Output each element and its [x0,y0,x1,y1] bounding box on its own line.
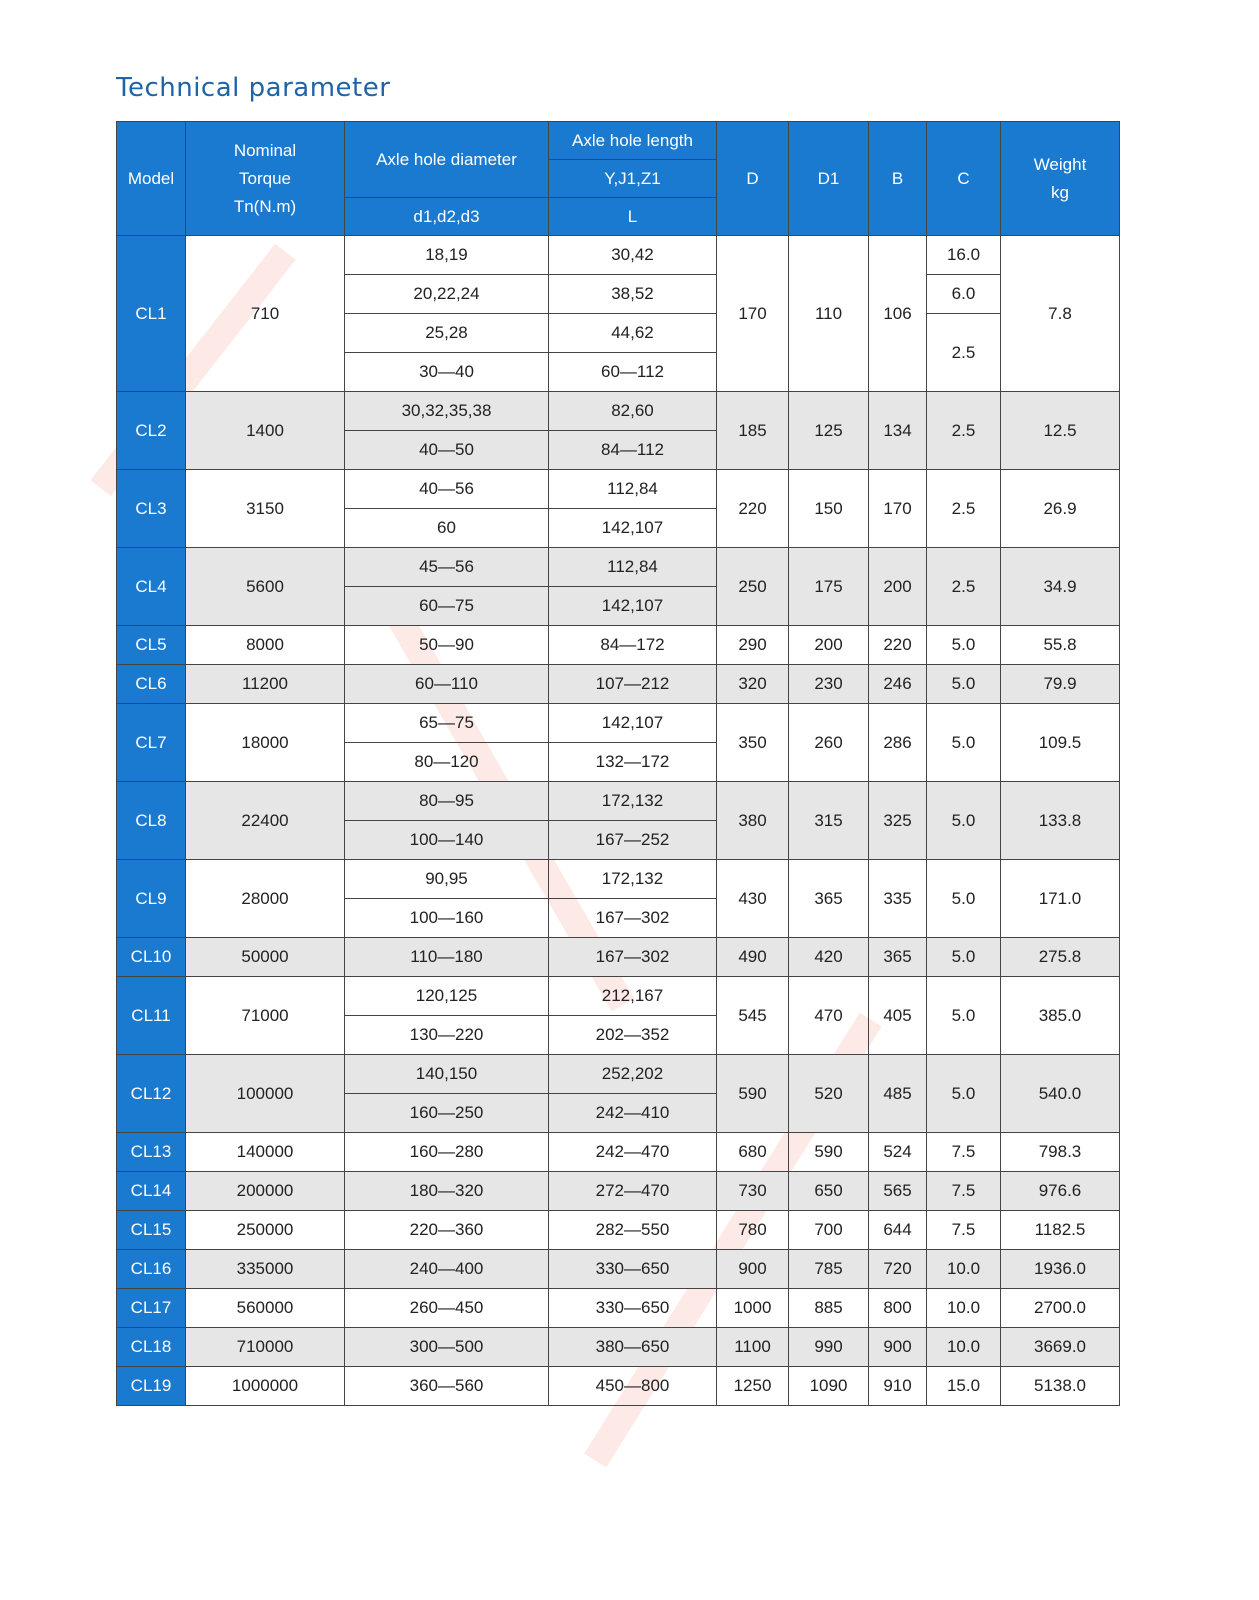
torque-cell: 710000 [186,1328,345,1367]
torque-cell: 250000 [186,1211,345,1250]
b-cell: 170 [869,470,927,548]
weight-cell: 171.0 [1001,860,1120,938]
weight-cell: 5138.0 [1001,1367,1120,1406]
torque-cell: 1000000 [186,1367,345,1406]
d-cell: 490 [717,938,789,977]
d1-cell: 150 [789,470,869,548]
model-cell: CL18 [117,1328,186,1367]
c-cell: 5.0 [927,704,1001,782]
model-group [117,626,1120,665]
d-cell: 590 [717,1055,789,1133]
d1-cell: 785 [789,1250,869,1289]
b-cell: 910 [869,1367,927,1406]
axle-diameter-cell: 300—500 [345,1328,549,1367]
table-row [117,1250,1120,1289]
model-group [117,1211,1120,1250]
axle-diameter-cell: 100—160 [345,899,549,938]
d-cell: 290 [717,626,789,665]
d-cell: 250 [717,548,789,626]
weight-cell: 540.0 [1001,1055,1120,1133]
weight-cell: 1182.5 [1001,1211,1120,1250]
weight-cell: 2700.0 [1001,1289,1120,1328]
header-torque [186,122,345,236]
table-row [117,1367,1120,1406]
header-D1: D1 [789,122,869,236]
axle-length-cell: 330—650 [549,1289,717,1328]
model-cell: CL14 [117,1172,186,1211]
model-group [117,1055,1120,1133]
table-row [117,938,1120,977]
d-cell: 380 [717,782,789,860]
c-cell: 5.0 [927,860,1001,938]
table-row [117,1055,1120,1094]
table-row [117,1289,1120,1328]
axle-length-cell: 60—112 [549,353,717,392]
model-group [117,1328,1120,1367]
weight-cell: 12.5 [1001,392,1120,470]
weight-cell: 385.0 [1001,977,1120,1055]
table-row [117,665,1120,704]
model-group [117,782,1120,860]
b-cell: 106 [869,236,927,392]
model-cell: CL1 [117,236,186,392]
table-header [117,122,1120,236]
axle-diameter-cell: 50—90 [345,626,549,665]
torque-cell: 140000 [186,1133,345,1172]
axle-length-cell: 30,42 [549,236,717,275]
c-cell: 10.0 [927,1328,1001,1367]
axle-diameter-cell: 140,150 [345,1055,549,1094]
b-cell: 246 [869,665,927,704]
axle-length-cell: 84—112 [549,431,717,470]
axle-length-cell: 450—800 [549,1367,717,1406]
b-cell: 134 [869,392,927,470]
c-cell: 2.5 [927,470,1001,548]
axle-length-cell: 38,52 [549,275,717,314]
table-row [117,626,1120,665]
torque-cell: 22400 [186,782,345,860]
torque-cell: 8000 [186,626,345,665]
weight-cell: 7.8 [1001,236,1120,392]
header-B: B [869,122,927,236]
d1-cell: 260 [789,704,869,782]
axle-diameter-cell: 120,125 [345,977,549,1016]
b-cell: 644 [869,1211,927,1250]
d1-cell: 420 [789,938,869,977]
model-group [117,236,1120,392]
torque-cell: 11200 [186,665,345,704]
d1-cell: 885 [789,1289,869,1328]
axle-diameter-cell: 25,28 [345,314,549,353]
model-group [117,977,1120,1055]
table-row [117,236,1120,275]
model-group [117,1250,1120,1289]
d-cell: 170 [717,236,789,392]
b-cell: 720 [869,1250,927,1289]
d-cell: 220 [717,470,789,548]
model-cell: CL8 [117,782,186,860]
model-group [117,1289,1120,1328]
page-title: Technical parameter [116,73,391,103]
d-cell: 320 [717,665,789,704]
b-cell: 286 [869,704,927,782]
c-cell: 2.5 [927,392,1001,470]
weight-cell: 34.9 [1001,548,1120,626]
d-cell: 545 [717,977,789,1055]
c-cell: 7.5 [927,1172,1001,1211]
model-cell: CL6 [117,665,186,704]
weight-cell: 976.6 [1001,1172,1120,1211]
axle-diameter-cell: 130—220 [345,1016,549,1055]
axle-diameter-cell: 60—75 [345,587,549,626]
axle-diameter-cell: 100—140 [345,821,549,860]
b-cell: 325 [869,782,927,860]
axle-length-cell: 172,132 [549,782,717,821]
d-cell: 1250 [717,1367,789,1406]
axle-length-cell: 107—212 [549,665,717,704]
c-cell: 6.0 [927,275,1001,314]
model-group [117,665,1120,704]
axle-diameter-cell: 18,19 [345,236,549,275]
table-row [117,392,1120,431]
table-row [117,548,1120,587]
b-cell: 485 [869,1055,927,1133]
weight-cell: 3669.0 [1001,1328,1120,1367]
axle-diameter-cell: 65—75 [345,704,549,743]
d-cell: 900 [717,1250,789,1289]
header-weight [1001,122,1120,236]
header-axle-length-sub1: Y,J1,Z1 [549,160,717,198]
header-axle-dia-sub: d1,d2,d3 [345,198,549,236]
torque-cell: 50000 [186,938,345,977]
c-cell: 2.5 [927,314,1001,392]
model-group [117,1367,1120,1406]
axle-length-cell: 44,62 [549,314,717,353]
table-row [117,977,1120,1016]
d-cell: 430 [717,860,789,938]
axle-diameter-cell: 60—110 [345,665,549,704]
model-cell: CL2 [117,392,186,470]
torque-cell: 100000 [186,1055,345,1133]
model-group [117,860,1120,938]
torque-cell: 28000 [186,860,345,938]
weight-cell: 55.8 [1001,626,1120,665]
d1-cell: 1090 [789,1367,869,1406]
c-cell: 10.0 [927,1250,1001,1289]
axle-diameter-cell: 80—95 [345,782,549,821]
header-torque-line3: Tn(N.m) [233,196,297,216]
weight-cell: 133.8 [1001,782,1120,860]
axle-length-cell: 380—650 [549,1328,717,1367]
header-C: C [927,122,1001,236]
table-row [117,782,1120,821]
axle-length-cell: 142,107 [549,509,717,548]
c-cell: 5.0 [927,977,1001,1055]
c-cell: 5.0 [927,626,1001,665]
b-cell: 220 [869,626,927,665]
c-cell: 5.0 [927,1055,1001,1133]
axle-diameter-cell: 240—400 [345,1250,549,1289]
c-cell: 16.0 [927,236,1001,275]
model-group [117,1172,1120,1211]
d1-cell: 315 [789,782,869,860]
axle-length-cell: 82,60 [549,392,717,431]
model-cell: CL15 [117,1211,186,1250]
axle-length-cell: 212,167 [549,977,717,1016]
axle-length-cell: 112,84 [549,470,717,509]
c-cell: 5.0 [927,938,1001,977]
header-D: D [717,122,789,236]
axle-diameter-cell: 360—560 [345,1367,549,1406]
axle-diameter-cell: 160—280 [345,1133,549,1172]
axle-length-cell: 167—302 [549,899,717,938]
header-weight-line2: kg [1051,182,1069,202]
weight-cell: 26.9 [1001,470,1120,548]
model-cell: CL19 [117,1367,186,1406]
table-row [117,860,1120,899]
axle-length-cell: 167—252 [549,821,717,860]
header-axle-hole-diameter: Axle hole diameter [345,122,549,198]
axle-length-cell: 272—470 [549,1172,717,1211]
d-cell: 680 [717,1133,789,1172]
d1-cell: 470 [789,977,869,1055]
model-cell: CL3 [117,470,186,548]
axle-length-cell: 330—650 [549,1250,717,1289]
c-cell: 10.0 [927,1289,1001,1328]
model-group [117,470,1120,548]
model-cell: CL11 [117,977,186,1055]
axle-diameter-cell: 20,22,24 [345,275,549,314]
d-cell: 780 [717,1211,789,1250]
d1-cell: 650 [789,1172,869,1211]
weight-cell: 1936.0 [1001,1250,1120,1289]
torque-cell: 1400 [186,392,345,470]
d-cell: 730 [717,1172,789,1211]
torque-cell: 71000 [186,977,345,1055]
d-cell: 350 [717,704,789,782]
axle-diameter-cell: 30,32,35,38 [345,392,549,431]
d1-cell: 125 [789,392,869,470]
header-weight-line1: Weight [1033,154,1087,174]
model-cell: CL7 [117,704,186,782]
model-cell: CL16 [117,1250,186,1289]
b-cell: 800 [869,1289,927,1328]
axle-diameter-cell: 40—50 [345,431,549,470]
axle-diameter-cell: 30—40 [345,353,549,392]
c-cell: 5.0 [927,665,1001,704]
axle-diameter-cell: 260—450 [345,1289,549,1328]
d-cell: 1000 [717,1289,789,1328]
b-cell: 524 [869,1133,927,1172]
d1-cell: 990 [789,1328,869,1367]
d1-cell: 700 [789,1211,869,1250]
model-group [117,1133,1120,1172]
c-cell: 5.0 [927,782,1001,860]
axle-length-cell: 84—172 [549,626,717,665]
model-group [117,548,1120,626]
c-cell: 2.5 [927,548,1001,626]
model-group [117,392,1120,470]
c-cell: 7.5 [927,1133,1001,1172]
axle-diameter-cell: 40—56 [345,470,549,509]
table-row [117,704,1120,743]
axle-diameter-cell: 90,95 [345,860,549,899]
axle-diameter-cell: 60 [345,509,549,548]
model-group [117,704,1120,782]
header-axle-hole-length: Axle hole length [549,122,717,160]
d-cell: 185 [717,392,789,470]
d1-cell: 590 [789,1133,869,1172]
model-cell: CL10 [117,938,186,977]
model-cell: CL9 [117,860,186,938]
b-cell: 200 [869,548,927,626]
technical-parameter-table [116,121,1120,1406]
d1-cell: 200 [789,626,869,665]
model-cell: CL4 [117,548,186,626]
weight-cell: 109.5 [1001,704,1120,782]
table-row [117,1328,1120,1367]
weight-cell: 275.8 [1001,938,1120,977]
table-row [117,1172,1120,1211]
axle-diameter-cell: 110—180 [345,938,549,977]
axle-length-cell: 142,107 [549,587,717,626]
axle-length-cell: 112,84 [549,548,717,587]
header-torque-line1: Nominal [233,140,297,160]
b-cell: 405 [869,977,927,1055]
header-torque-line2: Torque [239,168,291,188]
d1-cell: 110 [789,236,869,392]
model-cell: CL5 [117,626,186,665]
torque-cell: 560000 [186,1289,345,1328]
weight-cell: 798.3 [1001,1133,1120,1172]
table-row [117,1133,1120,1172]
b-cell: 365 [869,938,927,977]
axle-length-cell: 142,107 [549,704,717,743]
table-row [117,1211,1120,1250]
b-cell: 900 [869,1328,927,1367]
axle-length-cell: 167—302 [549,938,717,977]
d1-cell: 520 [789,1055,869,1133]
header-model: Model [117,122,186,236]
c-cell: 7.5 [927,1211,1001,1250]
axle-length-cell: 172,132 [549,860,717,899]
axle-diameter-cell: 80—120 [345,743,549,782]
torque-cell: 18000 [186,704,345,782]
torque-cell: 335000 [186,1250,345,1289]
model-cell: CL17 [117,1289,186,1328]
axle-length-cell: 242—410 [549,1094,717,1133]
axle-length-cell: 282—550 [549,1211,717,1250]
model-group [117,938,1120,977]
table-row [117,470,1120,509]
b-cell: 565 [869,1172,927,1211]
axle-length-cell: 132—172 [549,743,717,782]
weight-cell: 79.9 [1001,665,1120,704]
axle-length-cell: 202—352 [549,1016,717,1055]
model-cell: CL13 [117,1133,186,1172]
c-cell: 15.0 [927,1367,1001,1406]
d-cell: 1100 [717,1328,789,1367]
torque-cell: 200000 [186,1172,345,1211]
axle-diameter-cell: 45—56 [345,548,549,587]
model-cell: CL12 [117,1055,186,1133]
b-cell: 335 [869,860,927,938]
axle-length-cell: 252,202 [549,1055,717,1094]
d1-cell: 230 [789,665,869,704]
torque-cell: 710 [186,236,345,392]
axle-diameter-cell: 220—360 [345,1211,549,1250]
torque-cell: 3150 [186,470,345,548]
axle-diameter-cell: 180—320 [345,1172,549,1211]
torque-cell: 5600 [186,548,345,626]
d1-cell: 175 [789,548,869,626]
axle-length-cell: 242—470 [549,1133,717,1172]
axle-diameter-cell: 160—250 [345,1094,549,1133]
header-axle-length-sub2: L [549,198,717,236]
d1-cell: 365 [789,860,869,938]
